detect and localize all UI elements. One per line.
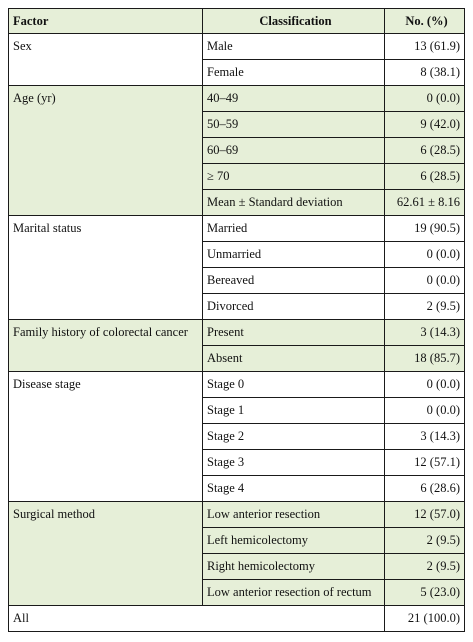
classification-cell: Stage 2 xyxy=(203,424,385,450)
classification-cell: ≥ 70 xyxy=(203,164,385,190)
table-row xyxy=(9,502,465,528)
count-percent-cell: 8 (38.1) xyxy=(385,60,465,86)
demographics-table xyxy=(8,8,465,632)
factor-cell: Surgical method xyxy=(9,502,203,606)
classification-cell: Bereaved xyxy=(203,268,385,294)
classification-cell: Married xyxy=(203,216,385,242)
factor-cell: Age (yr) xyxy=(9,86,203,216)
table-row xyxy=(9,216,465,242)
factor-cell: Sex xyxy=(9,34,203,86)
classification-cell: Present xyxy=(203,320,385,346)
count-percent-cell: 19 (90.5) xyxy=(385,216,465,242)
count-percent-cell: 6 (28.5) xyxy=(385,164,465,190)
count-percent-cell: 3 (14.3) xyxy=(385,320,465,346)
count-percent-cell: 0 (0.0) xyxy=(385,372,465,398)
count-percent-cell: 0 (0.0) xyxy=(385,268,465,294)
count-percent-cell: 9 (42.0) xyxy=(385,112,465,138)
count-percent-cell: 0 (0.0) xyxy=(385,86,465,112)
count-percent-cell: 6 (28.6) xyxy=(385,476,465,502)
classification-cell: Mean ± Standard deviation xyxy=(203,190,385,216)
count-percent-cell: 12 (57.1) xyxy=(385,450,465,476)
data-table-container xyxy=(8,8,465,632)
count-percent-cell: 13 (61.9) xyxy=(385,34,465,60)
count-percent-cell: 12 (57.0) xyxy=(385,502,465,528)
classification-cell: Left hemicolectomy xyxy=(203,528,385,554)
table-row xyxy=(9,86,465,112)
header-classification: Classification xyxy=(203,9,385,34)
count-percent-cell: 62.61 ± 8.16 xyxy=(385,190,465,216)
count-percent-cell: 2 (9.5) xyxy=(385,294,465,320)
count-percent-cell: 5 (23.0) xyxy=(385,580,465,606)
classification-cell: Divorced xyxy=(203,294,385,320)
classification-cell: Unmarried xyxy=(203,242,385,268)
header-row xyxy=(9,9,465,34)
factor-cell: Marital status xyxy=(9,216,203,320)
classification-cell: Stage 1 xyxy=(203,398,385,424)
factor-cell: Family history of colorectal cancer xyxy=(9,320,203,372)
total-value: 21 (100.0) xyxy=(385,606,465,632)
classification-cell: Stage 3 xyxy=(203,450,385,476)
table-row xyxy=(9,372,465,398)
classification-cell: 60–69 xyxy=(203,138,385,164)
total-label: All xyxy=(9,606,385,632)
header-factor: Factor xyxy=(9,9,203,34)
classification-cell: 40–49 xyxy=(203,86,385,112)
table-row xyxy=(9,320,465,346)
count-percent-cell: 6 (28.5) xyxy=(385,138,465,164)
count-percent-cell: 2 (9.5) xyxy=(385,528,465,554)
classification-cell: Stage 4 xyxy=(203,476,385,502)
total-row xyxy=(9,606,465,632)
classification-cell: Female xyxy=(203,60,385,86)
count-percent-cell: 0 (0.0) xyxy=(385,242,465,268)
classification-cell: Low anterior resection xyxy=(203,502,385,528)
count-percent-cell: 18 (85.7) xyxy=(385,346,465,372)
header-number: No. (%) xyxy=(385,9,465,34)
table-row xyxy=(9,34,465,60)
classification-cell: Low anterior resection of rectum xyxy=(203,580,385,606)
count-percent-cell: 3 (14.3) xyxy=(385,424,465,450)
table-body xyxy=(9,34,465,632)
classification-cell: Absent xyxy=(203,346,385,372)
classification-cell: Male xyxy=(203,34,385,60)
factor-cell: Disease stage xyxy=(9,372,203,502)
count-percent-cell: 0 (0.0) xyxy=(385,398,465,424)
classification-cell: Right hemicolectomy xyxy=(203,554,385,580)
classification-cell: 50–59 xyxy=(203,112,385,138)
count-percent-cell: 2 (9.5) xyxy=(385,554,465,580)
classification-cell: Stage 0 xyxy=(203,372,385,398)
